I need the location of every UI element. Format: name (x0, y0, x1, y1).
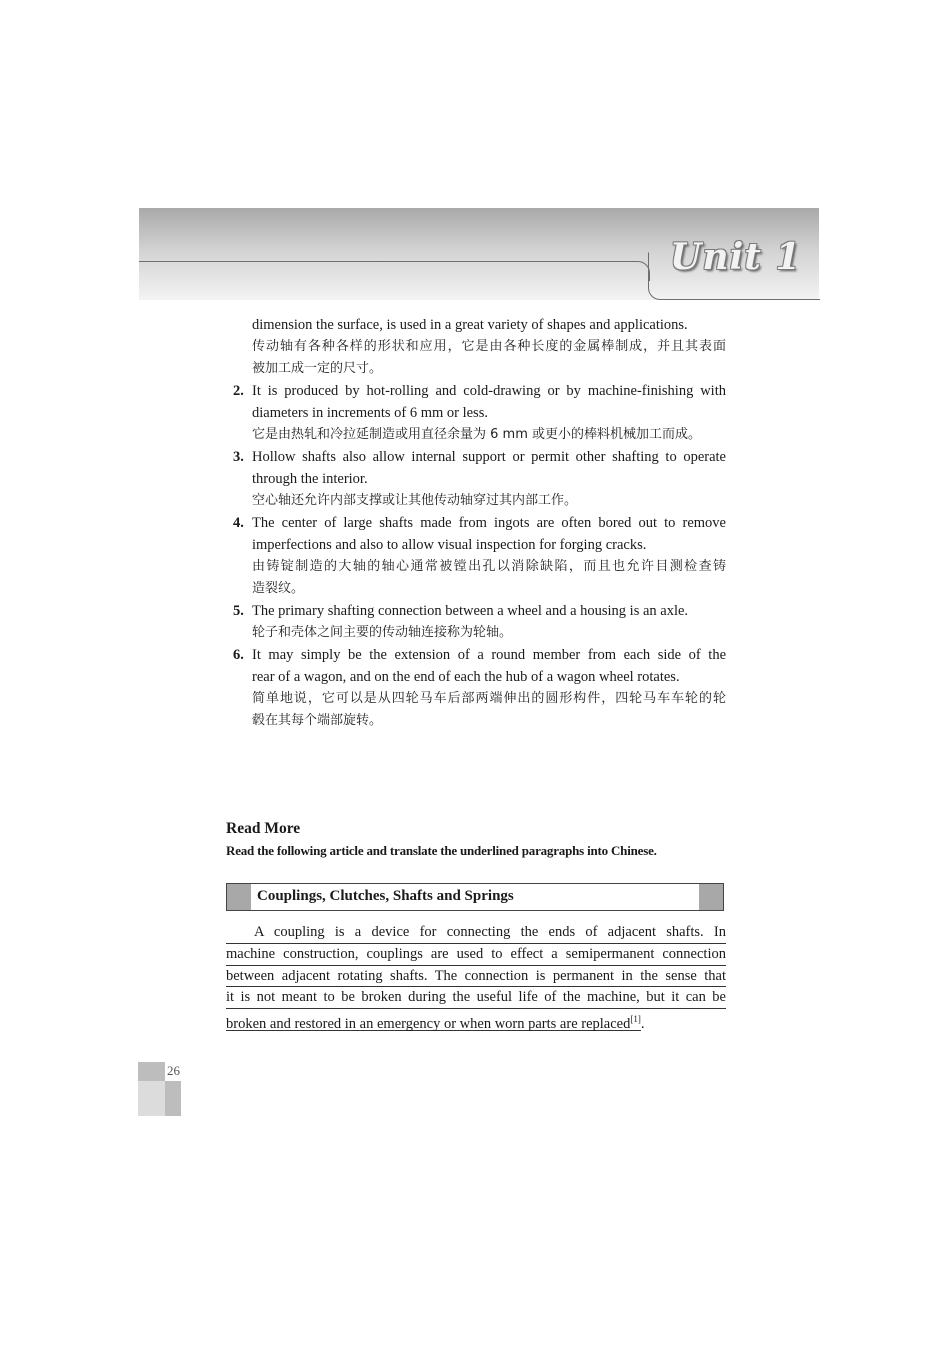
exercise-item-4 (226, 512, 726, 600)
article-title: Couplings, Clutches, Shafts and Springs (257, 888, 514, 904)
item-number: 4. (233, 515, 244, 531)
item-chinese-line-1: 简单地说，它可以是从四轮马车后部两端伸出的圆形构件，四轮马车车轮的轮 (252, 691, 726, 706)
item-english-line-1: Hollow shafts also allow internal support or permit other shafting to operate (252, 449, 726, 465)
item-english-line-1: The center of large shafts made from ingots are often bored out to remove (252, 515, 726, 531)
page-corner-block-2 (138, 1081, 165, 1116)
item-1-english-continued: dimension the surface, is used in a great variety of shapes and applications. (252, 317, 688, 333)
item-chinese-line-1: 空心轴还允许内部支撑或让其他传动轴穿过其内部工作。 (252, 493, 578, 508)
page-corner-block-3 (165, 1081, 181, 1116)
item-chinese-line-1: 它是由热轧和冷拉延制造或用直径余量为 6 mm 或更小的棒料机械加工而成。 (252, 427, 701, 442)
read-more-instruction: Read the following article and translate the underlined paragraphs into Chinese. (226, 843, 657, 858)
footnote-ref: [1] (630, 1014, 641, 1025)
title-box-right-block (699, 884, 723, 910)
page-number: 26 (167, 1063, 180, 1078)
item-number: 6. (233, 647, 244, 663)
article-title-box (226, 883, 724, 911)
underlined-line-5 (226, 1009, 641, 1031)
item-1-chinese-line-2: 被加工成一定的尺寸。 (252, 361, 383, 376)
item-english-line-2: rear of a wagon, and on the end of each the hub of a wagon wheel rotates. (252, 669, 680, 685)
item-english-line-2: through the interior. (252, 471, 368, 487)
item-1-continuation (226, 314, 726, 380)
exercise-item-3 (226, 446, 726, 512)
underlined-line-1: A coupling is a device for connecting the ends of adjacent shafts. In (226, 922, 726, 944)
header-divider-line (139, 261, 637, 262)
item-english-line-1: It may simply be the extension of a round member from each side of the (252, 647, 726, 663)
read-more-heading: Read More (226, 820, 301, 837)
underlined-line-3: between adjacent rotating shafts. The connection is permanent in the sense that (226, 966, 726, 988)
exercise-item-2 (226, 380, 726, 446)
item-english-line-2: diameters in increments of 6 mm or less. (252, 405, 488, 421)
item-english-line-2: imperfections and also to allow visual inspection for forging cracks. (252, 537, 647, 553)
exercise-item-6 (226, 644, 726, 732)
item-number: 3. (233, 449, 244, 465)
page-corner-block-1 (138, 1062, 165, 1081)
underlined-line-5-text: broken and restored in an emergency or when worn parts are replaced (226, 1016, 631, 1033)
item-chinese-line-1: 轮子和壳体之间主要的传动轴连接称为轮轴。 (252, 625, 513, 640)
unit-title: Unit 1 (670, 236, 802, 278)
item-chinese-line-2: 造裂纹。 (252, 581, 305, 596)
item-number: 2. (233, 383, 244, 399)
item-chinese-line-2: 毂在其每个端部旋转。 (252, 713, 383, 728)
article-paragraph (226, 922, 726, 1036)
exercise-item-5 (226, 600, 726, 644)
header-divider-curve (628, 261, 650, 281)
item-english-line-1: It is produced by hot-rolling and cold-drawing or by machine-finishing with (252, 383, 726, 399)
title-box-left-block (227, 884, 251, 910)
sentence-end: . (640, 1016, 645, 1033)
item-chinese-line-1: 由铸锭制造的大轴的轴心通常被镗出孔以消除缺陷，而且也允许目测检查铸 (252, 559, 726, 574)
underlined-line-2: machine construction, couplings are used to effect a semipermanent connection (226, 944, 726, 966)
item-1-chinese-line-1: 传动轴有各种各样的形状和应用，它是由各种长度的金属棒制成，并且其表面 (252, 339, 726, 354)
item-english-line-1: The primary shafting connection between a wheel and a housing is an axle. (252, 603, 689, 619)
translation-exercise (226, 314, 726, 732)
item-number: 5. (233, 603, 244, 619)
underlined-line-4: it is not meant to be broken during the useful life of the machine, but it can be (226, 987, 726, 1009)
